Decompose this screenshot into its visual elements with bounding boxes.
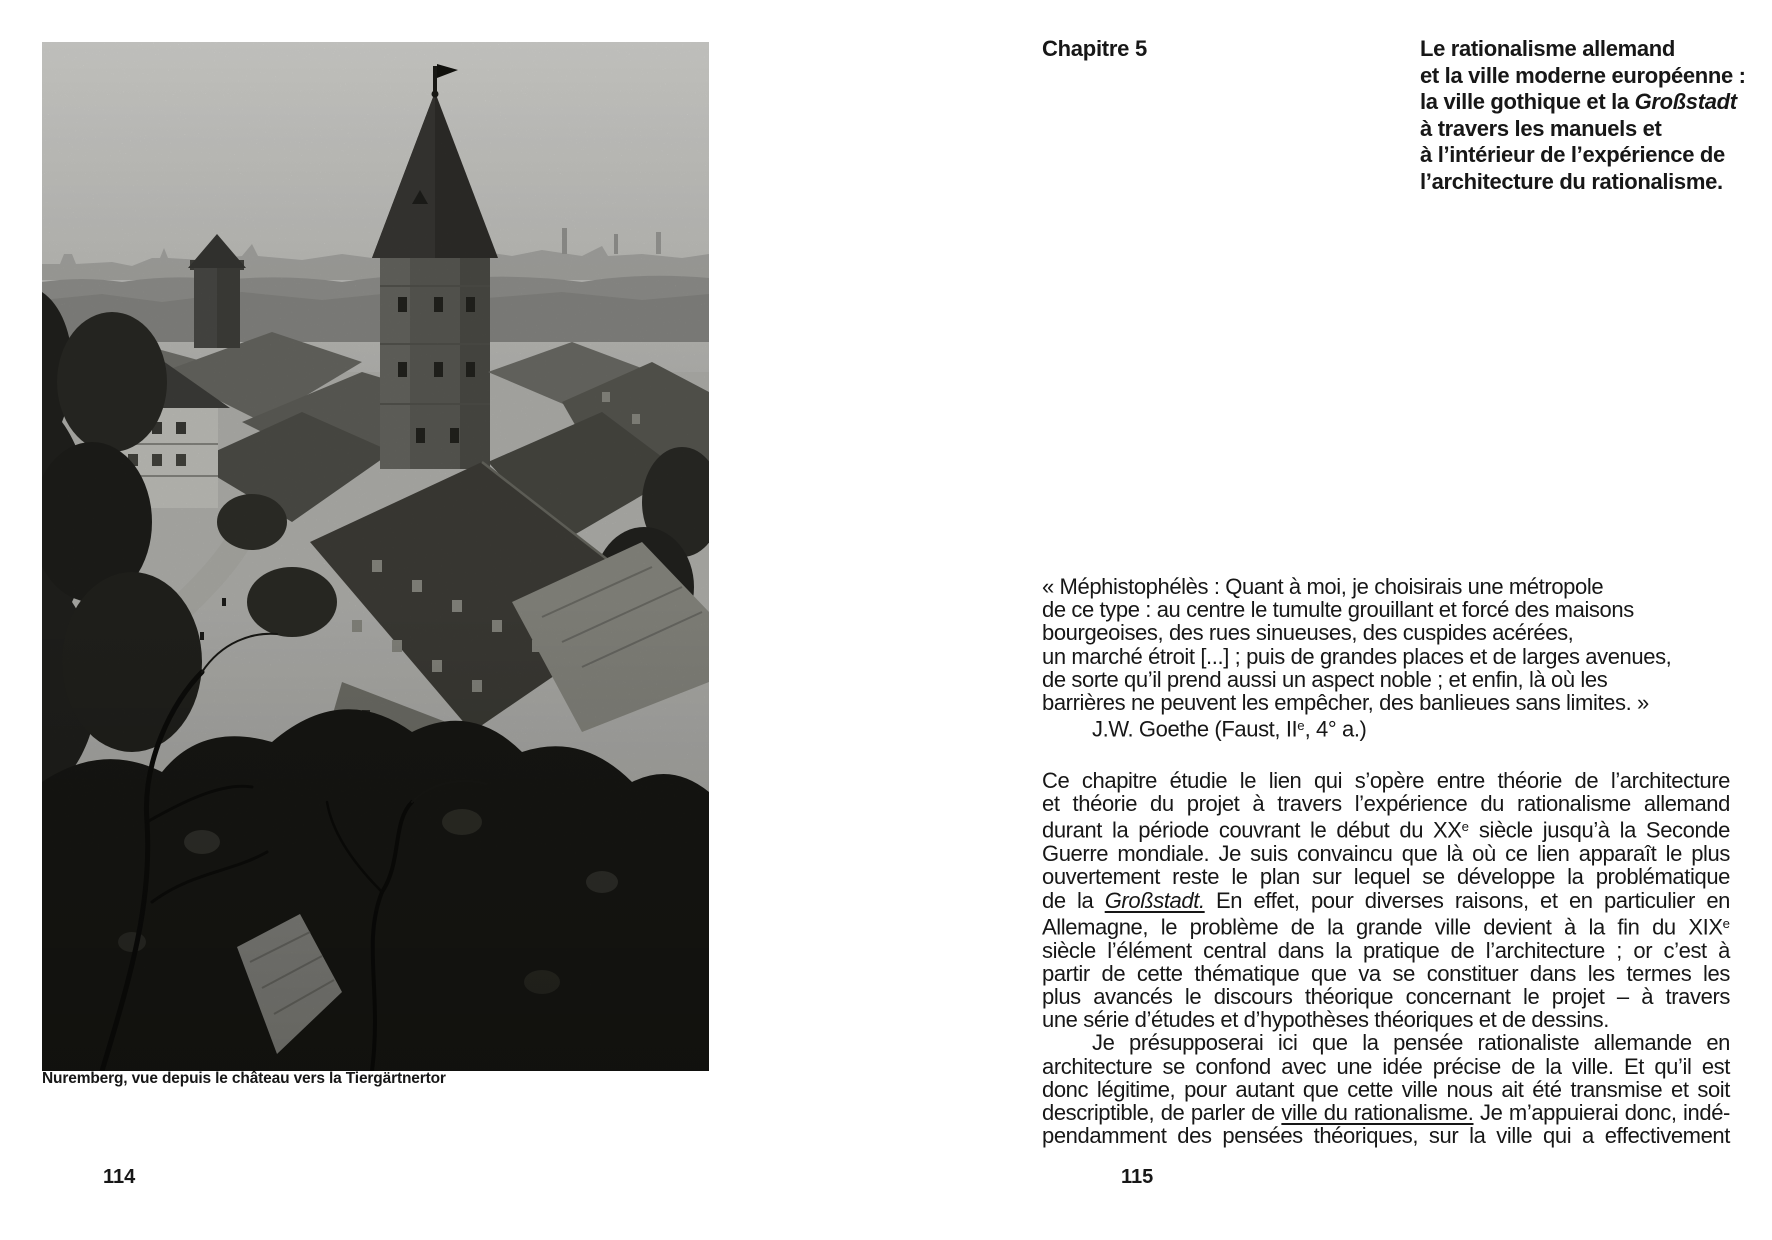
nuremberg-photo	[42, 42, 709, 1071]
page-number-left: 114	[103, 1166, 136, 1188]
photo-grain	[42, 42, 709, 1071]
epigraph-quote: « Méphistophélès : Quant à moi, je choisirais une métropole de ce type : au centre le tumulte grouillant et forcé des maisons bourgeoises, des rues sinueuses, des cuspides acérées, un marché étroit [...] ; puis de grandes places et de larges avenues, de sorte qu’il prend aussi un aspect noble ; et enfin, là où les barrières ne peuvent les empêcher, des banlieues sans limites. » J.W. Goethe (Faust, IIe, 4° a.)	[1042, 574, 1672, 742]
chapter-label: Chapitre 5	[1042, 36, 1147, 61]
chapter-title: Le rationalisme allemand et la ville moderne européenne : la ville gothique et la Großstadt à travers les manuels et à l’intérieur de l’expérience de l’architecture du rationalisme.	[1420, 36, 1746, 194]
body-text: Ce chapitre étudie le lien qui s’opère entre théorie de l’architecture et théorie du projet à travers l’expérience du rationalisme allemand durant la période couvrant le début du XXe siècle jusqu’à la Seconde Guerre mondiale. Je suis convaincu que là où ce lien apparaît le plus ouvertement reste le plan sur lequel se développe la problématique de la Großstadt. En effet, pour diverses raisons, et en particulier en Allemagne, le problème de la grande ville devient à la fin du XIXe siècle l’élément central dans la pratique de l’architecture ; or c’est à partir de cette thématique que va se constituer dans les termes les plus avancés le discours théorique concernant le projet – à travers une série d’études et d’hypothèses théoriques et de dessins. Je présupposerai ici que la pensée rationaliste allemande en architecture se confond avec une idée précise de la ville. Et qu’il est donc légitime, pour autant que cette ville nous ait été transmise et soit descriptible, de parler de ville du rationalisme. Je m’appuierai donc, indé- pendamment des pensées théoriques, sur la ville qui a effectivement	[1042, 768, 1730, 1149]
photo-caption: Nuremberg, vue depuis le château vers la Tiergärtnertor	[42, 1070, 446, 1087]
page-number-right: 115	[1121, 1166, 1154, 1188]
